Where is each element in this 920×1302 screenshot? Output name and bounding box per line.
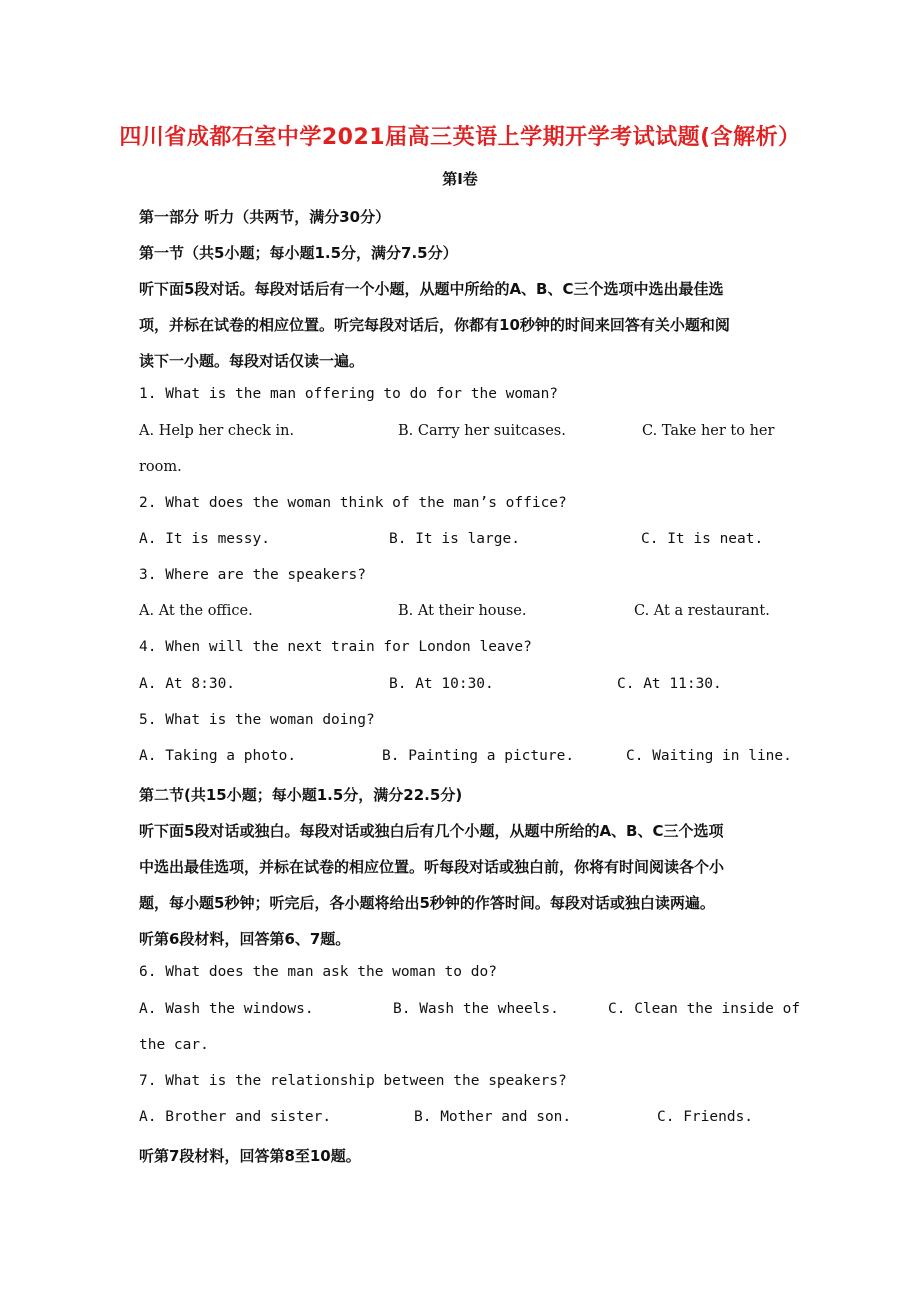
section2-instruction: 听下面5段对话或独白。每段对话或独白后有几个小题，从题中所给的A、B、C三个选项 xyxy=(139,822,724,840)
section1-heading: 第一节（共5小题；每小题1.5分，满分7.5分） xyxy=(139,244,458,262)
option-a: A. At 8:30. xyxy=(139,676,236,692)
option-a: A. Brother and sister. xyxy=(139,1109,332,1125)
volume-label: 第I卷 xyxy=(442,170,478,188)
option-c: C. Clean the inside of xyxy=(608,1001,801,1017)
section1-instruction: 读下一小题。每段对话仅读一遍。 xyxy=(139,352,365,370)
option-b: B. At their house. xyxy=(398,603,527,619)
option-c: C. At a restaurant. xyxy=(634,603,770,619)
question-1: 1. What is the man offering to do for the woman? xyxy=(139,386,559,402)
option-c: C. At 11:30. xyxy=(617,676,722,692)
option-c: C. Friends. xyxy=(657,1109,754,1125)
option-a: A. It is messy. xyxy=(139,531,270,547)
part1-heading: 第一部分 听力（共两节，满分30分） xyxy=(139,208,391,226)
option-b: B. Painting a picture. xyxy=(382,748,575,764)
question-3: 3. Where are the speakers? xyxy=(139,567,366,583)
section2-instruction: 中选出最佳选项，并标在试卷的相应位置。听每段对话或独白前，你将有时间阅读各个小 xyxy=(139,858,725,876)
document-title: 四川省成都石室中学2021届高三英语上学期开学考试试题(含解析） xyxy=(119,125,801,150)
section2-heading: 第二节(共15小题；每小题1.5分，满分22.5分) xyxy=(139,786,463,804)
option-c: C. Waiting in line. xyxy=(626,748,792,764)
question-7: 7. What is the relationship between the speakers? xyxy=(139,1073,567,1089)
option-c-continuation: the car. xyxy=(139,1037,209,1053)
option-b: B. It is large. xyxy=(389,531,520,547)
option-b: B. At 10:30. xyxy=(389,676,494,692)
question-4: 4. When will the next train for London leave? xyxy=(139,639,532,655)
section1-instruction: 听下面5段对话。每段对话后有一个小题，从题中所给的A、B、C三个选项中选出最佳选 xyxy=(139,280,724,298)
option-a: A. At the office. xyxy=(139,603,253,619)
option-b: B. Carry her suitcases. xyxy=(398,423,566,439)
option-b: B. Mother and son. xyxy=(414,1109,572,1125)
option-a: A. Wash the windows. xyxy=(139,1001,314,1017)
option-c-continuation: room. xyxy=(139,459,182,475)
section2-instruction: 题，每小题5秒钟；听完后，各小题将给出5秒钟的作答时间。每段对话或独白读两遍。 xyxy=(139,894,715,912)
question-5: 5. What is the woman doing? xyxy=(139,712,375,728)
option-a: A. Taking a photo. xyxy=(139,748,297,764)
option-b: B. Wash the wheels. xyxy=(393,1001,559,1017)
material-6-heading: 听第6段材料，回答第6、7题。 xyxy=(139,930,351,948)
question-2: 2. What does the woman think of the man’s office? xyxy=(139,495,567,511)
question-6: 6. What does the man ask the woman to do? xyxy=(139,964,497,980)
material-7-heading: 听第7段材料，回答第8至10题。 xyxy=(139,1147,361,1165)
option-c: C. It is neat. xyxy=(641,531,764,547)
section1-instruction: 项，并标在试卷的相应位置。听完每段对话后，你都有10秒钟的时间来回答有关小题和阅 xyxy=(139,316,730,334)
option-a: A. Help her check in. xyxy=(139,423,295,439)
option-c: C. Take her to her xyxy=(642,423,775,439)
